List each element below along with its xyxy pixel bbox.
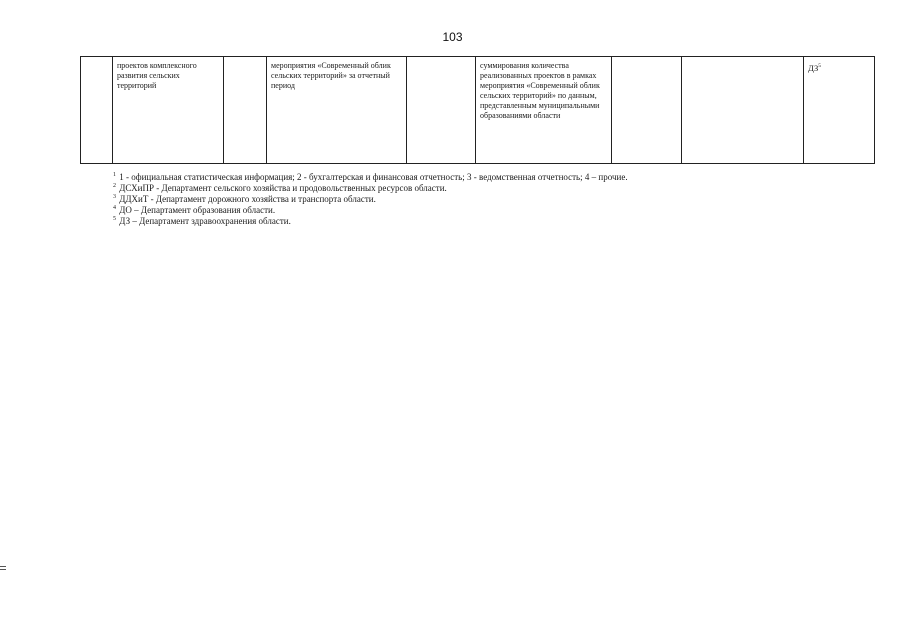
footnote-3 [113, 194, 813, 205]
footnote-ref: 5 [818, 63, 822, 70]
table-cell-department [804, 57, 875, 164]
table-cell [224, 57, 267, 164]
scan-margin-mark [0, 566, 6, 574]
footnote-text: ДСХиПР - Департамент сельского хозяйства и продовольственных ресурсов области. [117, 183, 447, 193]
table-cell [81, 57, 113, 164]
department-label: ДЗ [808, 63, 819, 73]
table-row [81, 57, 875, 164]
footnote-marker: 1 [113, 172, 116, 178]
table-cell: проектов комплексного развития сельских территорий [113, 57, 224, 164]
table-cell: мероприятия «Современный облик сельских территорий» за отчетный период [267, 57, 407, 164]
footnote-text: ДЗ – Департамент здравоохранения области. [117, 216, 291, 226]
footnote-text: ДО – Департамент образования области. [117, 205, 276, 215]
table-cell [612, 57, 682, 164]
table-cell [407, 57, 476, 164]
footnote-5 [113, 216, 813, 227]
footnote-1 [113, 172, 813, 183]
footnote-text: ДДХиТ - Департамент дорожного хозяйства и транспорта области. [117, 194, 376, 204]
footnote-4 [113, 205, 813, 216]
footnotes [113, 172, 813, 227]
indicator-table [80, 56, 875, 164]
footnote-2 [113, 183, 813, 194]
page-number: 103 [442, 30, 463, 44]
footnote-marker: 4 [113, 205, 116, 211]
table-cell [682, 57, 804, 164]
footnote-marker: 3 [113, 194, 116, 200]
footnote-marker: 5 [113, 216, 116, 222]
footnote-text: 1 - официальная статистическая информация; 2 - бухгалтерская и финансовая отчетность; 3 - ведомственная отчетность; 4 – прочие. [117, 172, 628, 182]
table-cell: суммирования количества реализованных проектов в рамках мероприятия «Современный облик сельских территорий» по данным, представленным муниципальными образованиями области [476, 57, 612, 164]
footnote-marker: 2 [113, 183, 116, 189]
